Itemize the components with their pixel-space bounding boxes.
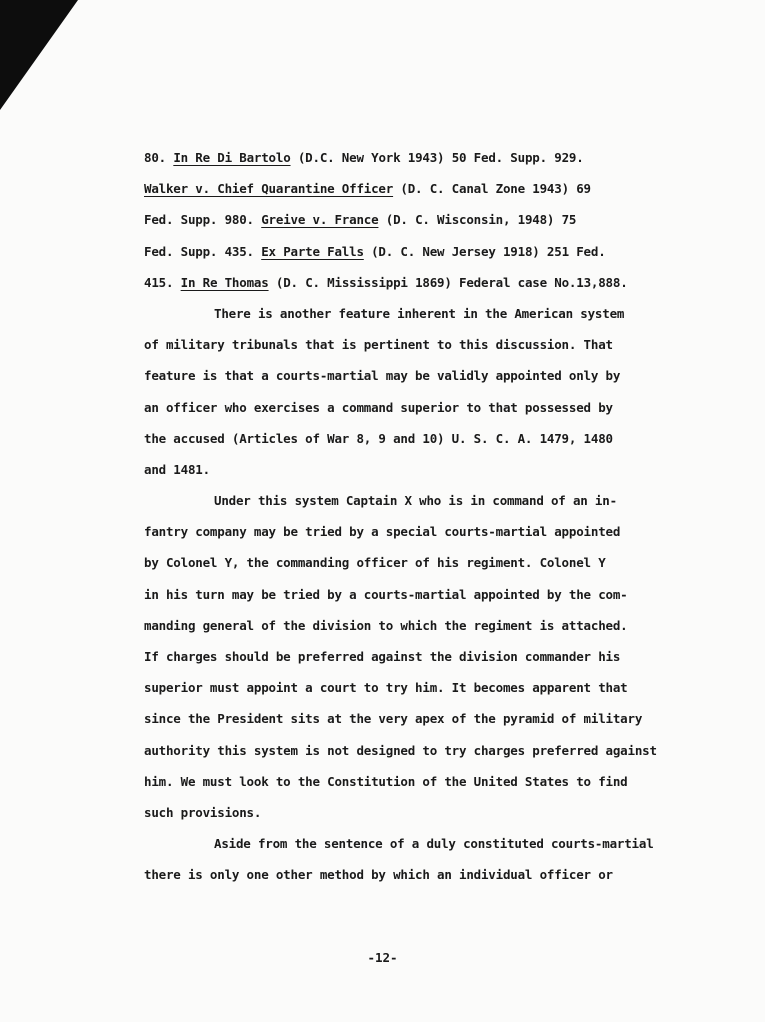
- text-line: There is another feature inherent in the American system: [214, 305, 625, 321]
- text-run: 415.: [144, 274, 181, 290]
- text-run: (D. C. New Jersey 1918) 251 Fed.: [363, 243, 606, 259]
- text-line: Aside from the sentence of a duly constituted courts-martial: [214, 836, 654, 852]
- text-run: Fed. Supp. 435.: [144, 243, 262, 259]
- case-name: Ex Parte Falls: [261, 243, 364, 259]
- text-line: fantry company may be tried by a special courts-martial appointed: [144, 524, 621, 540]
- text-line: of military tribunals that is pertinent to this discussion. That: [144, 337, 613, 353]
- text-run: (D. C. Wisconsin, 1948) 75: [378, 212, 577, 228]
- case-name: Greive v. France: [261, 212, 379, 228]
- paragraph-military-tribunals: [144, 298, 704, 485]
- text-line: manding general of the division to which the regiment is attached.: [144, 617, 628, 633]
- paragraph-command-system: [144, 485, 704, 828]
- text-line: him. We must look to the Constitution of the United States to find: [144, 773, 628, 789]
- text-line: the accused (Articles of War 8, 9 and 10) U. S. C. A. 1479, 1480: [144, 430, 613, 446]
- text-line: Under this system Captain X who is in command of an in-: [214, 493, 617, 509]
- text-line: an officer who exercises a command superior to that possessed by: [144, 399, 613, 415]
- text-line: by Colonel Y, the commanding officer of his regiment. Colonel Y: [144, 555, 606, 571]
- document-body: [144, 142, 704, 891]
- text-run: (D.C. New York 1943) 50 Fed. Supp. 929.: [290, 150, 584, 165]
- text-line: such provisions.: [144, 804, 262, 820]
- text-run: Fed. Supp. 980.: [144, 212, 262, 228]
- case-name: Walker v. Chief Quarantine Officer: [144, 181, 394, 197]
- paragraph-other-method: [144, 828, 704, 890]
- page-number: -12-: [367, 950, 398, 965]
- text-line: feature is that a courts-martial may be validly appointed only by: [144, 368, 621, 384]
- citation-line: [144, 267, 704, 298]
- text-line: If charges should be preferred against the division commander his: [144, 649, 621, 664]
- citation-line: [144, 173, 704, 204]
- case-name: In Re Di Bartolo: [173, 150, 291, 165]
- citation-line: [144, 142, 704, 173]
- text-line: superior must appoint a court to try him. It becomes apparent that: [144, 680, 628, 696]
- text-run: (D. C. Mississippi 1869) Federal case No.13,888.: [268, 274, 628, 290]
- scan-corner-shadow: [0, 0, 78, 110]
- text-line: there is only one other method by which an individual officer or: [144, 867, 613, 883]
- text-run: (D. C. Canal Zone 1943) 69: [393, 181, 591, 197]
- case-name: In Re Thomas: [180, 274, 269, 290]
- citation-line: [144, 236, 704, 267]
- text-line: and 1481.: [144, 461, 210, 477]
- text-line: authority this system is not designed to try charges preferred against: [144, 742, 657, 758]
- text-line: in his turn may be tried by a courts-martial appointed by the com-: [144, 586, 628, 602]
- text-line: since the President sits at the very apex of the pyramid of military: [144, 711, 643, 727]
- text-run: 80.: [144, 150, 174, 165]
- citation-line: [144, 204, 704, 235]
